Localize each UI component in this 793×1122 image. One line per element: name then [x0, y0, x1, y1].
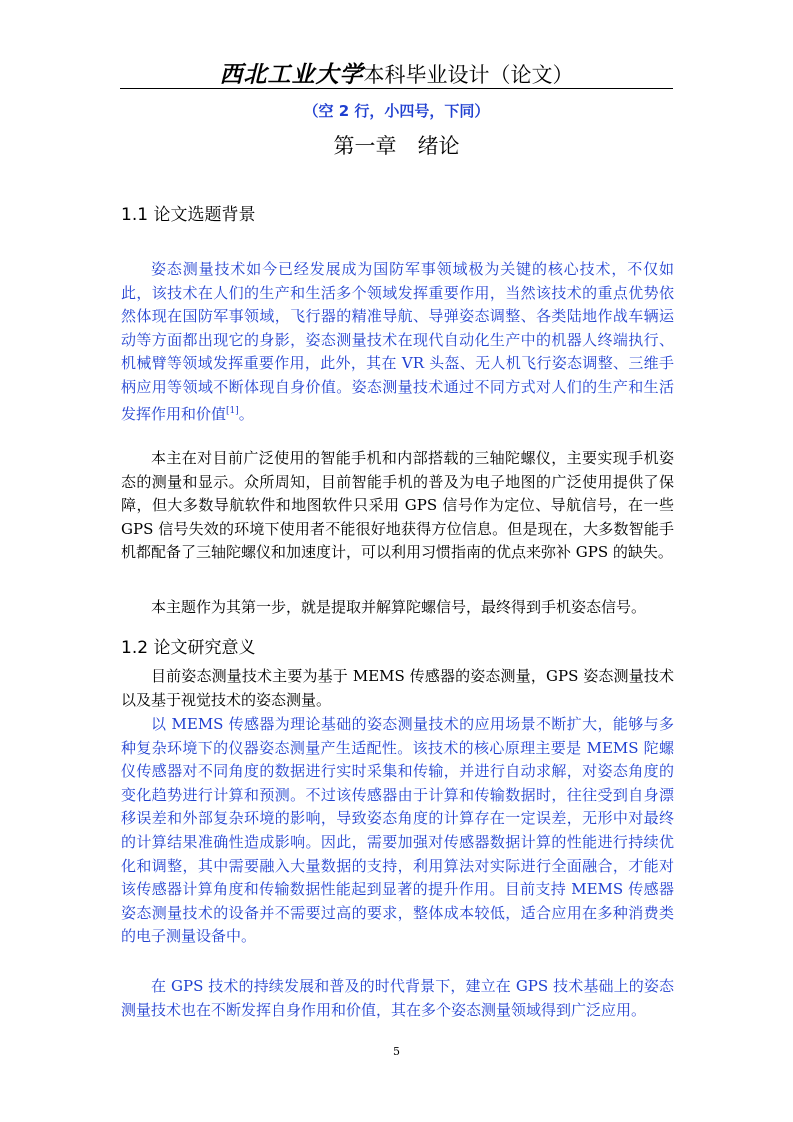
section-heading-1-1: 1.1 论文选题背景: [121, 205, 256, 225]
section-heading-1-2: 1.2 论文研究意义: [121, 638, 256, 658]
thesis-type: 本科毕业设计（论文）: [363, 63, 574, 87]
format-note: （空 2 行，小四号，下同）: [303, 102, 490, 120]
paragraph-1-text: 姿态测量技术如今已经发展成为国防军事领域极为关键的核心技术，不仅如此，该技术在人们的生产和生活多个领域发挥重要作用，当然该技术的重点优势依然体现在国防军事领域，飞行器的精准导航、导弹姿态调整、各类陆地作战车辆运动等方面都出现它的身影，姿态测量技术在现代自动化生产中的机器人终端执行、机械臂等领域发挥重要作用，此外，其在 VR 头盔、无人机飞行姿态调整、三维手柄应用等领域不断体现自身价值。姿态测量技术通过不同方式对人们的生产和生活发挥作用和价值: [121, 260, 674, 423]
header-divider: [120, 88, 673, 89]
page-number: 5: [393, 1045, 400, 1058]
page-header: [120, 56, 673, 88]
citation-ref: [1]: [226, 405, 239, 416]
paragraph-5: 以 MEMS 传感器为理论基础的姿态测量技术的应用场景不断扩大，能够与多种复杂环境下的仪器姿态测量产生适配性。该技术的核心原理主要是 MEMS 陀螺仪传感器对不同角度的数据进行实时采集和传输，并进行自动求解，对姿态角度的变化趋势进行计算和预测。不过该传感器由于计算和传输数据时，往往受到自身漂移误差和外部复杂环境的影响，导致姿态角度的计算存在一定误差，无形中对最终的计算结果准确性造成影响。因此，需要加强对传感器数据计算的性能进行持续优化和调整，其中需要融入大量数据的支持，利用算法对实际进行全面融合，才能对该传感器计算角度和传输数据性能起到显著的提升作用。目前支持 MEMS 传感器姿态测量技术的设备并不需要过高的要求，整体成本较低，适合应用在多种消费类的电子测量设备中。: [121, 715, 674, 946]
paragraph-1-end: 。: [238, 404, 254, 423]
paragraph-1: [121, 258, 674, 426]
paragraph-4: 目前姿态测量技术主要为基于 MEMS 传感器的姿态测量，GPS 姿态测量技术以及基于视觉技术的姿态测量。: [121, 667, 674, 709]
paragraph-6: 在 GPS 技术的持续发展和普及的时代背景下，建立在 GPS 技术基础上的姿态测量技术也在不断发挥自身作用和价值，其在多个姿态测量领域得到广泛应用。: [121, 977, 674, 1019]
paragraph-2: 本主在对目前广泛使用的智能手机和内部搭载的三轴陀螺仪，主要实现手机姿态的测量和显示。众所周知，目前智能手机的普及为电子地图的广泛使用提供了保障，但大多数导航软件和地图软件只采用 GPS 信号作为定位、导航信号，在一些 GPS 信号失效的环境下使用者不能很好地获得方位信息。但是现在，大多数智能手机都配备了三轴陀螺仪和加速度计，可以利用习惯指南的优点来弥补 GPS 的缺失。: [121, 449, 674, 562]
paragraph-3: 本主题作为其第一步，就是提取并解算陀螺信号，最终得到手机姿态信号。: [151, 598, 647, 616]
university-name: 西北工业大学: [219, 61, 364, 88]
chapter-title: 第一章 绪论: [333, 134, 460, 158]
